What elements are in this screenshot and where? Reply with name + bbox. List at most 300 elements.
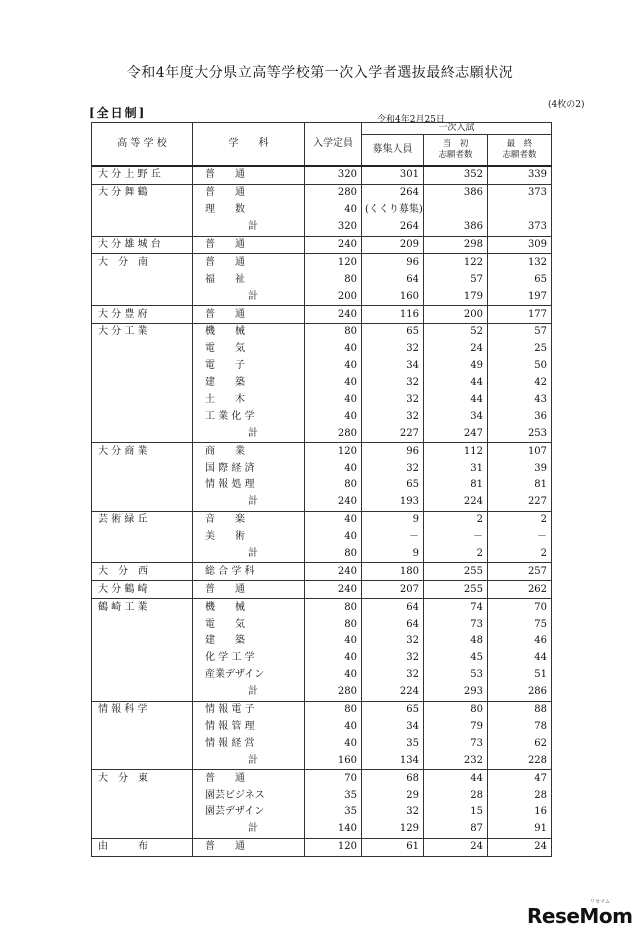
capacity-cell: 320 bbox=[305, 219, 362, 236]
initial-applicants-cell: 48 bbox=[424, 633, 488, 650]
table-row bbox=[92, 735, 552, 752]
final-applicants-cell: 42 bbox=[488, 375, 552, 392]
header-initial bbox=[424, 135, 488, 167]
capacity-cell: 120 bbox=[305, 838, 362, 856]
final-applicants-cell: 262 bbox=[488, 581, 552, 599]
recruit-cell: 64 bbox=[362, 616, 424, 633]
initial-applicants-cell: 87 bbox=[424, 821, 488, 838]
final-applicants-cell: 132 bbox=[488, 254, 552, 271]
final-applicants-cell: 257 bbox=[488, 563, 552, 581]
dept-cell: 化 学 工 学 bbox=[193, 650, 305, 667]
initial-applicants-cell: 200 bbox=[424, 306, 488, 324]
table-row bbox=[92, 236, 552, 254]
final-applicants-cell: 39 bbox=[488, 460, 552, 477]
final-applicants-cell: － bbox=[488, 529, 552, 546]
capacity-cell: 40 bbox=[305, 392, 362, 409]
final-applicants-cell: 70 bbox=[488, 599, 552, 616]
header-exam-group: 一次入試 bbox=[362, 123, 552, 135]
recruit-cell: 180 bbox=[362, 563, 424, 581]
table-row-total bbox=[92, 684, 552, 701]
school-name-cell bbox=[92, 271, 193, 288]
recruit-cell: 34 bbox=[362, 719, 424, 736]
dept-cell: 計 bbox=[193, 288, 305, 305]
recruit-cell: 264 bbox=[362, 219, 424, 236]
recruit-cell: (くくり募集) bbox=[362, 202, 424, 219]
capacity-cell: 140 bbox=[305, 821, 362, 838]
recruit-cell: 193 bbox=[362, 494, 424, 511]
table-row-total bbox=[92, 425, 552, 442]
recruit-cell: 29 bbox=[362, 787, 424, 804]
capacity-cell: 240 bbox=[305, 236, 362, 254]
school-name-cell bbox=[92, 219, 193, 236]
dept-cell: 産業デザイン bbox=[193, 667, 305, 684]
table-row bbox=[92, 341, 552, 358]
final-applicants-cell: 107 bbox=[488, 443, 552, 460]
header-capacity: 入学定員 bbox=[305, 123, 362, 167]
initial-applicants-cell: 298 bbox=[424, 236, 488, 254]
dept-cell: 計 bbox=[193, 821, 305, 838]
table-row bbox=[92, 408, 552, 425]
recruit-cell: 264 bbox=[362, 184, 424, 201]
dept-cell: 福 祉 bbox=[193, 271, 305, 288]
school-name-cell bbox=[92, 358, 193, 375]
table-row bbox=[92, 529, 552, 546]
capacity-cell: 40 bbox=[305, 650, 362, 667]
initial-applicants-cell: 24 bbox=[424, 838, 488, 856]
header-initial-line2: 志願者数 bbox=[438, 150, 473, 160]
initial-applicants-cell: 112 bbox=[424, 443, 488, 460]
initial-applicants-cell: 73 bbox=[424, 616, 488, 633]
table-row bbox=[92, 166, 552, 184]
dept-cell: 国 際 経 済 bbox=[193, 460, 305, 477]
school-name-cell: 大 分 雄 城 台 bbox=[92, 236, 193, 254]
recruit-cell: 32 bbox=[362, 650, 424, 667]
section-label: [全日制] bbox=[89, 106, 147, 120]
dept-cell: 計 bbox=[193, 684, 305, 701]
table-row bbox=[92, 375, 552, 392]
dept-cell: 計 bbox=[193, 546, 305, 563]
header-initial-line1: 当 初 bbox=[442, 139, 469, 149]
final-applicants-cell: 25 bbox=[488, 341, 552, 358]
initial-applicants-cell: 247 bbox=[424, 425, 488, 442]
school-name-cell bbox=[92, 667, 193, 684]
school-name-cell: 大 分 鶴 崎 bbox=[92, 581, 193, 599]
initial-applicants-cell: 80 bbox=[424, 701, 488, 718]
table-row bbox=[92, 770, 552, 787]
school-name-cell bbox=[92, 375, 193, 392]
table-row bbox=[92, 804, 552, 821]
dept-cell: 計 bbox=[193, 425, 305, 442]
header-final bbox=[488, 135, 552, 167]
table-row-total bbox=[92, 821, 552, 838]
school-name-cell bbox=[92, 787, 193, 804]
dept-cell: 総 合 学 科 bbox=[193, 563, 305, 581]
school-name-cell: 大 分 東 bbox=[92, 770, 193, 787]
recruit-cell: 116 bbox=[362, 306, 424, 324]
school-name-cell: 大 分 商 業 bbox=[92, 443, 193, 460]
final-applicants-cell: 78 bbox=[488, 719, 552, 736]
school-name-cell: 大 分 南 bbox=[92, 254, 193, 271]
capacity-cell: 40 bbox=[305, 735, 362, 752]
recruit-cell: 34 bbox=[362, 358, 424, 375]
report-date: 令和4年2月25日 bbox=[377, 115, 445, 125]
applicant-table bbox=[91, 122, 552, 857]
recruit-cell: 65 bbox=[362, 701, 424, 718]
document-title: 令和4年度大分県立高等学校第一次入学者選抜最終志願状況 bbox=[126, 65, 514, 81]
school-name-cell bbox=[92, 425, 193, 442]
dept-cell: 普 通 bbox=[193, 236, 305, 254]
capacity-cell: 240 bbox=[305, 563, 362, 581]
dept-cell: 普 通 bbox=[193, 838, 305, 856]
final-applicants-cell: 43 bbox=[488, 392, 552, 409]
capacity-cell: 120 bbox=[305, 443, 362, 460]
capacity-cell: 280 bbox=[305, 184, 362, 201]
final-applicants-cell: 2 bbox=[488, 511, 552, 528]
school-name-cell bbox=[92, 408, 193, 425]
table-row bbox=[92, 599, 552, 616]
dept-cell: 商 業 bbox=[193, 443, 305, 460]
dept-cell: 普 通 bbox=[193, 770, 305, 787]
final-applicants-cell: 177 bbox=[488, 306, 552, 324]
table-row-total bbox=[92, 219, 552, 236]
table-row bbox=[92, 271, 552, 288]
dept-cell: 普 通 bbox=[193, 184, 305, 201]
initial-applicants-cell bbox=[424, 202, 488, 219]
recruit-cell: 61 bbox=[362, 838, 424, 856]
table-row bbox=[92, 477, 552, 494]
dept-cell: 計 bbox=[193, 494, 305, 511]
dept-cell: 園芸デザイン bbox=[193, 804, 305, 821]
initial-applicants-cell: 232 bbox=[424, 752, 488, 769]
school-name-cell bbox=[92, 735, 193, 752]
dept-cell: 普 通 bbox=[193, 581, 305, 599]
table-row bbox=[92, 719, 552, 736]
dept-cell: 情 報 管 理 bbox=[193, 719, 305, 736]
school-name-cell bbox=[92, 616, 193, 633]
header-school: 高 等 学 校 bbox=[92, 123, 193, 167]
capacity-cell: 80 bbox=[305, 271, 362, 288]
table-row bbox=[92, 787, 552, 804]
initial-applicants-cell: 293 bbox=[424, 684, 488, 701]
final-applicants-cell: 28 bbox=[488, 787, 552, 804]
recruit-cell: 207 bbox=[362, 581, 424, 599]
initial-applicants-cell: 255 bbox=[424, 581, 488, 599]
initial-applicants-cell: 79 bbox=[424, 719, 488, 736]
capacity-cell: 35 bbox=[305, 787, 362, 804]
dept-cell: 美 術 bbox=[193, 529, 305, 546]
capacity-cell: 80 bbox=[305, 324, 362, 341]
initial-applicants-cell: 15 bbox=[424, 804, 488, 821]
capacity-cell: 120 bbox=[305, 254, 362, 271]
capacity-cell: 80 bbox=[305, 599, 362, 616]
recruit-cell: 32 bbox=[362, 804, 424, 821]
header-final-line2: 志願者数 bbox=[502, 150, 537, 160]
table-row-total bbox=[92, 546, 552, 563]
capacity-cell: 70 bbox=[305, 770, 362, 787]
capacity-cell: 40 bbox=[305, 511, 362, 528]
capacity-cell: 35 bbox=[305, 804, 362, 821]
final-applicants-cell: 51 bbox=[488, 667, 552, 684]
school-name-cell: 鶴 崎 工 業 bbox=[92, 599, 193, 616]
school-name-cell bbox=[92, 341, 193, 358]
dept-cell: 情 報 電 子 bbox=[193, 701, 305, 718]
initial-applicants-cell: 45 bbox=[424, 650, 488, 667]
initial-applicants-cell: 74 bbox=[424, 599, 488, 616]
capacity-cell: 240 bbox=[305, 306, 362, 324]
header-recruit: 募集人員 bbox=[362, 135, 424, 167]
table-row-total bbox=[92, 288, 552, 305]
watermark-small: リセマム bbox=[590, 899, 610, 905]
final-applicants-cell: 24 bbox=[488, 838, 552, 856]
final-applicants-cell: 81 bbox=[488, 477, 552, 494]
initial-applicants-cell: 44 bbox=[424, 375, 488, 392]
dept-cell: 電 気 bbox=[193, 341, 305, 358]
final-applicants-cell: 227 bbox=[488, 494, 552, 511]
initial-applicants-cell: 2 bbox=[424, 511, 488, 528]
school-name-cell bbox=[92, 288, 193, 305]
dept-cell: 園芸ビジネス bbox=[193, 787, 305, 804]
recruit-cell: 224 bbox=[362, 684, 424, 701]
final-applicants-cell bbox=[488, 202, 552, 219]
school-name-cell bbox=[92, 477, 193, 494]
recruit-cell: 301 bbox=[362, 166, 424, 184]
recruit-cell: 96 bbox=[362, 254, 424, 271]
school-name-cell: 大 分 舞 鶴 bbox=[92, 184, 193, 201]
table-header bbox=[92, 123, 552, 167]
final-applicants-cell: 88 bbox=[488, 701, 552, 718]
capacity-cell: 280 bbox=[305, 684, 362, 701]
final-applicants-cell: 373 bbox=[488, 219, 552, 236]
initial-applicants-cell: 24 bbox=[424, 341, 488, 358]
final-applicants-cell: 47 bbox=[488, 770, 552, 787]
dept-cell: 情 報 経 営 bbox=[193, 735, 305, 752]
recruit-cell: 64 bbox=[362, 271, 424, 288]
table-row bbox=[92, 202, 552, 219]
table-row bbox=[92, 443, 552, 460]
dept-cell: 普 通 bbox=[193, 166, 305, 184]
final-applicants-cell: 197 bbox=[488, 288, 552, 305]
initial-applicants-cell: 44 bbox=[424, 392, 488, 409]
recruit-cell: 160 bbox=[362, 288, 424, 305]
recruit-cell: 129 bbox=[362, 821, 424, 838]
table-row bbox=[92, 184, 552, 201]
dept-cell: 計 bbox=[193, 219, 305, 236]
table-row bbox=[92, 306, 552, 324]
school-name-cell bbox=[92, 460, 193, 477]
capacity-cell: 80 bbox=[305, 546, 362, 563]
school-name-cell bbox=[92, 529, 193, 546]
page-number: (4枚の2) bbox=[548, 100, 585, 110]
final-applicants-cell: 57 bbox=[488, 324, 552, 341]
school-name-cell: 大 分 上 野 丘 bbox=[92, 166, 193, 184]
dept-cell: 土 木 bbox=[193, 392, 305, 409]
table-row bbox=[92, 563, 552, 581]
school-name-cell bbox=[92, 202, 193, 219]
capacity-cell: 40 bbox=[305, 719, 362, 736]
dept-cell: 建 築 bbox=[193, 633, 305, 650]
capacity-cell: 160 bbox=[305, 752, 362, 769]
initial-applicants-cell: 386 bbox=[424, 219, 488, 236]
school-name-cell bbox=[92, 546, 193, 563]
final-applicants-cell: 339 bbox=[488, 166, 552, 184]
recruit-cell: 32 bbox=[362, 408, 424, 425]
recruit-cell: 65 bbox=[362, 324, 424, 341]
school-name-cell bbox=[92, 804, 193, 821]
table-body bbox=[92, 166, 552, 856]
school-name-cell bbox=[92, 752, 193, 769]
recruit-cell: 32 bbox=[362, 375, 424, 392]
capacity-cell: 40 bbox=[305, 358, 362, 375]
table-row bbox=[92, 358, 552, 375]
final-applicants-cell: 65 bbox=[488, 271, 552, 288]
school-name-cell: 大 分 西 bbox=[92, 563, 193, 581]
table-row bbox=[92, 701, 552, 718]
table-row bbox=[92, 254, 552, 271]
capacity-cell: 40 bbox=[305, 667, 362, 684]
initial-applicants-cell: 34 bbox=[424, 408, 488, 425]
table-row bbox=[92, 616, 552, 633]
table-row-total bbox=[92, 494, 552, 511]
recruit-cell: 32 bbox=[362, 392, 424, 409]
dept-cell: 普 通 bbox=[193, 306, 305, 324]
initial-applicants-cell: － bbox=[424, 529, 488, 546]
final-applicants-cell: 16 bbox=[488, 804, 552, 821]
capacity-cell: 320 bbox=[305, 166, 362, 184]
final-applicants-cell: 309 bbox=[488, 236, 552, 254]
recruit-cell: 32 bbox=[362, 460, 424, 477]
capacity-cell: 40 bbox=[305, 460, 362, 477]
table-row bbox=[92, 633, 552, 650]
initial-applicants-cell: 28 bbox=[424, 787, 488, 804]
capacity-cell: 40 bbox=[305, 408, 362, 425]
initial-applicants-cell: 73 bbox=[424, 735, 488, 752]
initial-applicants-cell: 224 bbox=[424, 494, 488, 511]
table-row bbox=[92, 511, 552, 528]
recruit-cell: 65 bbox=[362, 477, 424, 494]
initial-applicants-cell: 81 bbox=[424, 477, 488, 494]
dept-cell: 工 業 化 学 bbox=[193, 408, 305, 425]
resemom-logo: ReseMom bbox=[527, 904, 633, 928]
initial-applicants-cell: 179 bbox=[424, 288, 488, 305]
final-applicants-cell: 91 bbox=[488, 821, 552, 838]
table-row bbox=[92, 650, 552, 667]
initial-applicants-cell: 53 bbox=[424, 667, 488, 684]
final-applicants-cell: 75 bbox=[488, 616, 552, 633]
dept-cell: 普 通 bbox=[193, 254, 305, 271]
final-applicants-cell: 228 bbox=[488, 752, 552, 769]
recruit-cell: 9 bbox=[362, 511, 424, 528]
table-row bbox=[92, 581, 552, 599]
school-name-cell bbox=[92, 719, 193, 736]
recruit-cell: 68 bbox=[362, 770, 424, 787]
capacity-cell: 40 bbox=[305, 633, 362, 650]
initial-applicants-cell: 31 bbox=[424, 460, 488, 477]
school-name-cell: 大 分 工 業 bbox=[92, 324, 193, 341]
school-name-cell bbox=[92, 392, 193, 409]
school-name-cell bbox=[92, 494, 193, 511]
recruit-cell: 227 bbox=[362, 425, 424, 442]
initial-applicants-cell: 2 bbox=[424, 546, 488, 563]
capacity-cell: 200 bbox=[305, 288, 362, 305]
header-final-line1: 最 終 bbox=[506, 139, 533, 149]
initial-applicants-cell: 44 bbox=[424, 770, 488, 787]
dept-cell: 音 楽 bbox=[193, 511, 305, 528]
capacity-cell: 40 bbox=[305, 341, 362, 358]
capacity-cell: 80 bbox=[305, 477, 362, 494]
table-row bbox=[92, 460, 552, 477]
recruit-cell: － bbox=[362, 529, 424, 546]
final-applicants-cell: 46 bbox=[488, 633, 552, 650]
final-applicants-cell: 286 bbox=[488, 684, 552, 701]
recruit-cell: 35 bbox=[362, 735, 424, 752]
school-name-cell: 情 報 科 学 bbox=[92, 701, 193, 718]
capacity-cell: 240 bbox=[305, 494, 362, 511]
school-name-cell: 大 分 豊 府 bbox=[92, 306, 193, 324]
final-applicants-cell: 62 bbox=[488, 735, 552, 752]
dept-cell: 建 築 bbox=[193, 375, 305, 392]
recruit-cell: 209 bbox=[362, 236, 424, 254]
initial-applicants-cell: 352 bbox=[424, 166, 488, 184]
dept-cell: 機 械 bbox=[193, 599, 305, 616]
school-name-cell bbox=[92, 821, 193, 838]
school-name-cell bbox=[92, 650, 193, 667]
capacity-cell: 40 bbox=[305, 529, 362, 546]
capacity-cell: 40 bbox=[305, 375, 362, 392]
recruit-cell: 96 bbox=[362, 443, 424, 460]
final-applicants-cell: 36 bbox=[488, 408, 552, 425]
capacity-cell: 240 bbox=[305, 581, 362, 599]
initial-applicants-cell: 255 bbox=[424, 563, 488, 581]
capacity-cell: 280 bbox=[305, 425, 362, 442]
capacity-cell: 80 bbox=[305, 701, 362, 718]
table-row bbox=[92, 324, 552, 341]
dept-cell: 機 械 bbox=[193, 324, 305, 341]
school-name-cell: 由 布 bbox=[92, 838, 193, 856]
initial-applicants-cell: 49 bbox=[424, 358, 488, 375]
table-row-total bbox=[92, 752, 552, 769]
final-applicants-cell: 44 bbox=[488, 650, 552, 667]
school-name-cell bbox=[92, 633, 193, 650]
recruit-cell: 9 bbox=[362, 546, 424, 563]
header-dept: 学 科 bbox=[193, 123, 305, 167]
table-row bbox=[92, 838, 552, 856]
dept-cell: 理 数 bbox=[193, 202, 305, 219]
capacity-cell: 80 bbox=[305, 616, 362, 633]
final-applicants-cell: 50 bbox=[488, 358, 552, 375]
initial-applicants-cell: 122 bbox=[424, 254, 488, 271]
school-name-cell: 芸 術 緑 丘 bbox=[92, 511, 193, 528]
final-applicants-cell: 253 bbox=[488, 425, 552, 442]
final-applicants-cell: 373 bbox=[488, 184, 552, 201]
dept-cell: 電 子 bbox=[193, 358, 305, 375]
table-row bbox=[92, 667, 552, 684]
capacity-cell: 40 bbox=[305, 202, 362, 219]
recruit-cell: 32 bbox=[362, 667, 424, 684]
school-name-cell bbox=[92, 684, 193, 701]
initial-applicants-cell: 386 bbox=[424, 184, 488, 201]
dept-cell: 計 bbox=[193, 752, 305, 769]
recruit-cell: 134 bbox=[362, 752, 424, 769]
table-row bbox=[92, 392, 552, 409]
final-applicants-cell: 2 bbox=[488, 546, 552, 563]
recruit-cell: 32 bbox=[362, 633, 424, 650]
recruit-cell: 32 bbox=[362, 341, 424, 358]
recruit-cell: 64 bbox=[362, 599, 424, 616]
initial-applicants-cell: 52 bbox=[424, 324, 488, 341]
dept-cell: 電 気 bbox=[193, 616, 305, 633]
initial-applicants-cell: 57 bbox=[424, 271, 488, 288]
dept-cell: 情 報 処 理 bbox=[193, 477, 305, 494]
